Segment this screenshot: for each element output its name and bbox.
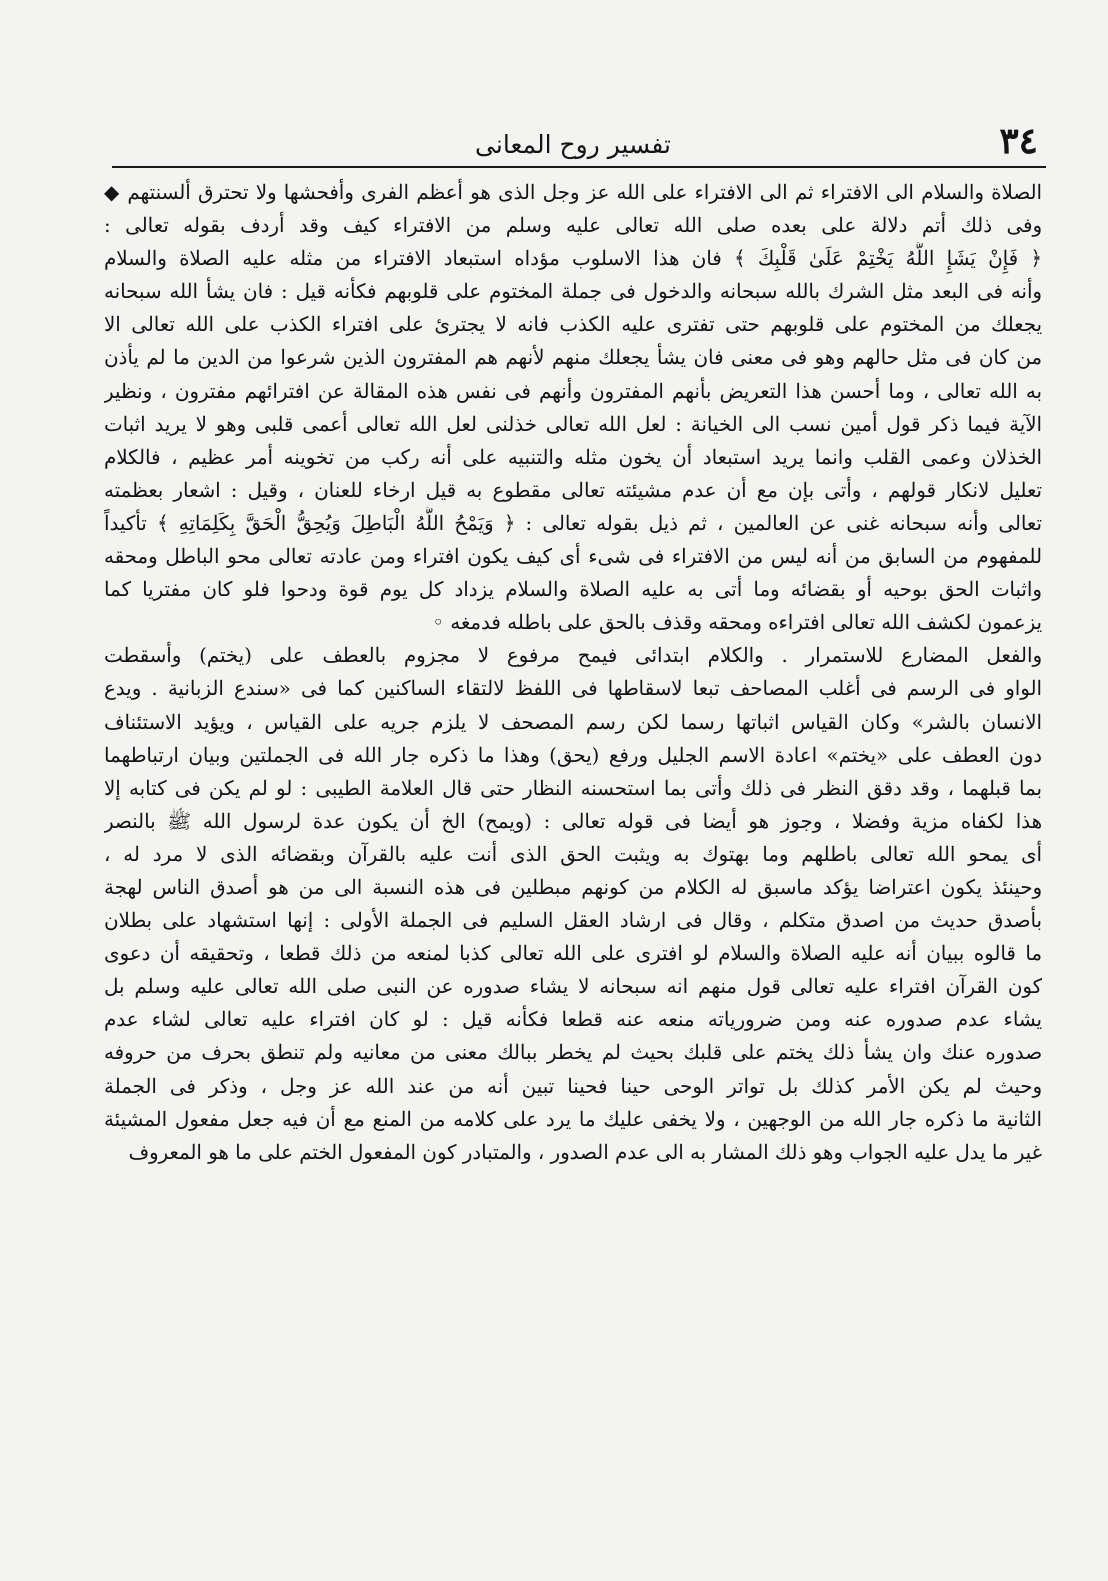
text-line: الصلاة والسلام الى الافتراء ثم الى الافتراء على الله عز وجل الذى هو أعظم الفرى وأفحشها ولا تحترق ألسنتهم ◆ xyxy=(104,181,1042,204)
text-line: من كان فى مثل حالهم وهو فى معنى فان يشأ يجعلك منهم لأنهم هم المفترون الذين شرعوا من الدين ما لم يأذن xyxy=(104,346,1042,370)
body-text xyxy=(104,176,1042,1466)
text-line: ما قالوه ببيان أنه عليه الصلاة والسلام لو افترى على الله تعالى كذبا لمنعه من ذلك قطعا ، وتحقيقه أن دعوى xyxy=(104,942,1042,966)
text-line: بأصدق حديث من اصدق متكلم ، وقال فى ارشاد العقل السليم فى الجملة الأولى : إنها استشهاد على بطلان xyxy=(104,909,1042,933)
text-line: وحينئذ يكون اعتراضا يؤكد ماسبق له الكلام من كونهم مبطلين فى هذه النسبة الى من هو أصدق الناس لهجة xyxy=(104,875,1042,899)
text-line: الخذلان وعمى القلب وانما يريد استبعاد أن يخون مثله والتنبيه على أنه ركب من تخوينه أمر عظيم ، فالكلام xyxy=(104,445,1042,469)
text-line: به الله تعالى ، وما أحسن هذا التعريض بأنهم المفترون وأنهم فى نفس هذه المقالة عن افترائهم مفترون ، ونظير xyxy=(104,379,1042,403)
page-number: ٣٤ xyxy=(999,120,1038,162)
text-line: والفعل المضارع للاستمرار . والكلام ابتدائى فيمح مرفوع لا مجزوم بالعطف على (يختم) وأسقطت xyxy=(104,644,1042,668)
text-line: هذا لكفاه مزية وفضلا ، وجوز هو أيضا فى قوله تعالى : (ويمح) الخ أن يكون عدة لرسول الله ﷺ بالنصر xyxy=(104,809,1042,833)
page-header xyxy=(100,118,1046,168)
text-line: كون القرآن افتراء عليه تعالى قول منهم انه سبحانه لا يشاء صدوره عن النبى صلى الله تعالى عليه وسلم بل xyxy=(104,975,1042,999)
text-line: أى يمحو الله تعالى باطلهم وما بهتوك به ويثبت الحق الذى أنت عليه بالقرآن وبقضائه الذى لا مرد له ، xyxy=(104,842,1042,866)
text-line: ﴿ فَإِنْ يَشَإِ اللَّهُ يَخْتِمْ عَلَىٰ قَلْبِكَ ﴾ فان هذا الاسلوب مؤداه استبعاد الافتراء من مثله عليه الصلاة والسلام xyxy=(104,247,1042,271)
header-rule xyxy=(112,166,1046,168)
text-line: للمفهوم من السابق من أنه ليس من الافتراء فى شىء أى كيف يكون افتراء ومن عادته تعالى محو الباطل ومحقه xyxy=(104,545,1042,569)
text-line: يزعمون لكشف الله تعالى افتراءه ومحقه وقذف بالحق على باطله فدمغه ◦ xyxy=(432,611,1042,635)
text-line: الآية فيما ذكر قول أمين نسب الى الخيانة : لعل الله تعالى خذلنى لعل الله تعالى أعمى قلبى وهو لا يريد اثبات xyxy=(104,412,1042,436)
text-line: الانسان بالشر» وكان القياس اثباتها رسما لكن رسم المصحف لا يلزم جريه على القياس ، ويؤيد الاستئناف xyxy=(104,710,1042,734)
text-line: يشاء عدم صدوره عنه ومن ضرورياته منعه عنه قطعا فكأنه قيل : لو كان افتراء عليه تعالى لشاء عدم xyxy=(104,1008,1042,1032)
text-line: صدوره عنك وان يشأ ذلك يختم على قلبك بحيث لم يخطر ببالك معنى من معانيه ولم تنطق بحرف من حروفه xyxy=(104,1041,1042,1065)
text-line: الواو فى الرسم فى أغلب المصاحف تبعا لاسقاطها فى اللفظ لالتقاء الساكنين كما فى «سندع الزبانية . ويدع xyxy=(104,677,1042,701)
text-line: دون العطف على «يختم» اعادة الاسم الجليل ورفع (يحق) وهذا ما ذكره جار الله فى الجملتين وبيان ارتباطهما xyxy=(104,743,1042,767)
text-line: واثبات الحق بوحيه أو بقضائه وما أتى به عليه الصلاة والسلام يزداد كل يوم قوة ودحوا فلو كان مفتريا كما xyxy=(104,578,1042,602)
text-line: وأنه فى البعد مثل الشرك بالله سبحانه والدخول فى جملة المختوم على قلوبهم فكأنه قيل : فان يشأ الله سبحانه xyxy=(104,280,1042,304)
text-line: وفى ذلك أتم دلالة على بعده صلى الله تعالى عليه وسلم من الافتراء كيف وقد أردف بقوله تعالى : xyxy=(104,214,1042,238)
text-line: بما قبلهما ، وقد دقق النظر فى ذلك وأتى بما استحسنه النظار حتى قال العلامة الطيبى : لو لم يكن فى كتابه إلا xyxy=(104,776,1042,800)
text-line: غير ما يدل عليه الجواب وهو ذلك المشار به الى عدم الصدور ، والمتبادر كون المفعول الختم على ما هو المعروف xyxy=(128,1140,1042,1164)
text-line: تعليل لانكار قولهم ، وأتى بإن مع أن عدم مشيئته تعالى مقطوع به قيل ارخاء للعنان ، وقيل : اشعار بعظمته xyxy=(104,478,1042,502)
text-line: وحيث لم يكن الأمر كذلك بل تواتر الوحى حينا فحينا تبين أنه من عند الله عز وجل ، وذكر فى الجملة xyxy=(104,1074,1042,1098)
text-line: الثانية ما ذكره جار الله من الوجهين ، ولا يخفى عليك ما يرد على كلامه من المنع مع أن فيه جعل مفعول المشيئة xyxy=(104,1107,1042,1131)
text-line: يجعلك من المختوم على قلوبهم حتى تفترى عليه الكذب فانه لا يجترئ على افتراء الكذب على الله تعالى الا xyxy=(104,313,1042,337)
running-title: تفسير روح المعانى xyxy=(475,130,671,159)
text-line: تعالى وأنه سبحانه غنى عن العالمين ، ثم ذيل بقوله تعالى : ﴿ وَيَمْحُ اللَّهُ الْبَاطِلَ وَيُحِقُّ الْحَقَّ بِكَلِمَاتِهِ ﴾ تأكيداً xyxy=(104,511,1042,535)
